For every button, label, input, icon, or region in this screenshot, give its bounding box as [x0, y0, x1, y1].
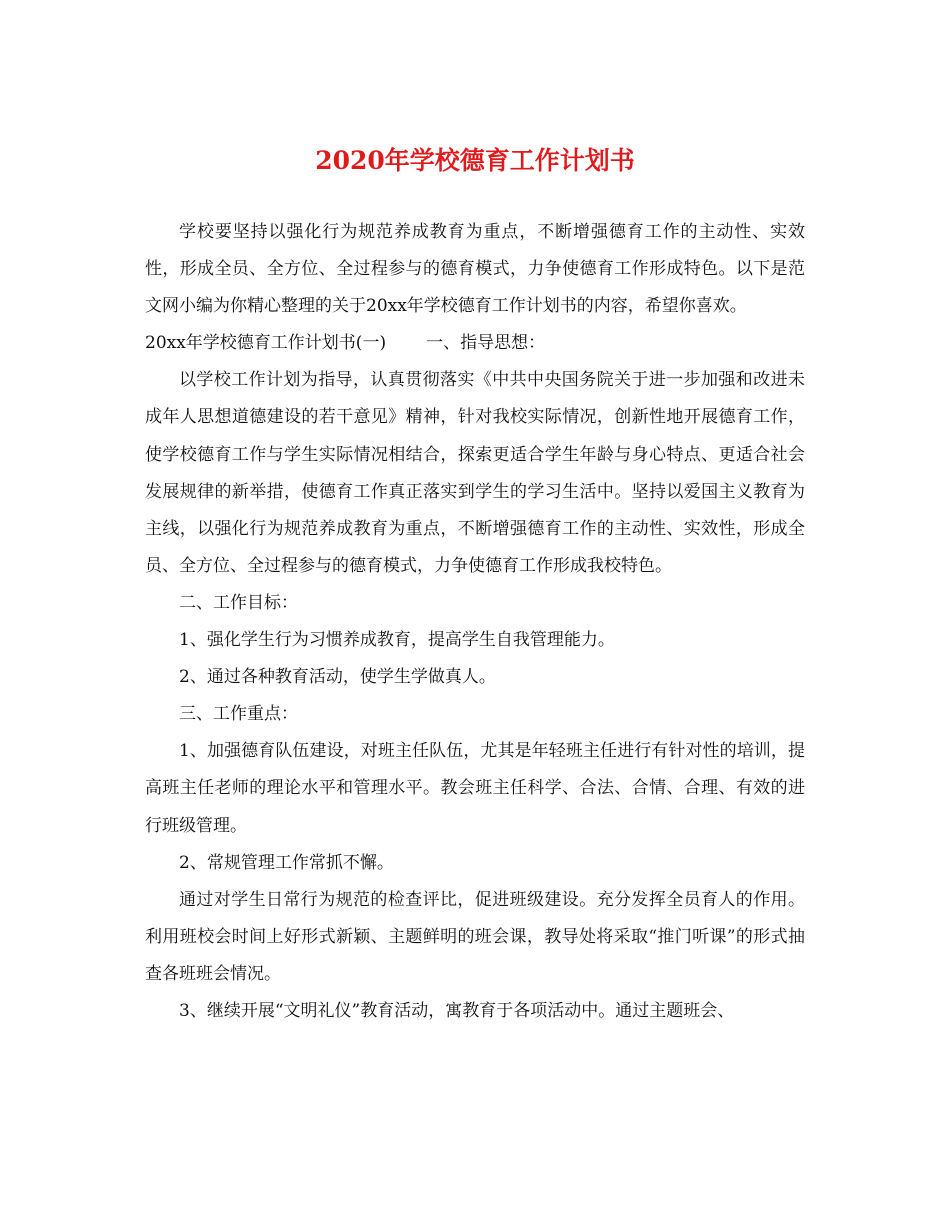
intro-paragraph: 学校要坚持以强化行为规范养成教育为重点，不断增强德育工作的主动性、实效性，形成全员、全方位、全过程参与的德育模式，力争使德育工作形成特色。以下是范文网小编为你精心整理的关于20xx年学校德育工作计划书的内容，希望你喜欢。 [145, 222, 805, 317]
goal-item-1: 1、强化学生行为习惯养成教育，提高学生自我管理能力。 [179, 630, 615, 651]
plan-heading-line [145, 325, 805, 362]
guiding-thought-paragraph: 以学校工作计划为指导，认真贯彻落实《中共中央国务院关于进一步加强和改进未成年人思想道德建设的若干意见》精神，针对我校实际情况，创新性地开展德育工作，使学校德育工作与学生实际情况相结合，探索更适合学生年龄与身心特点、更适合社会发展规律的新举措，使德育工作真正落实到学生的学习生活中。坚持以爱国主义教育为主线，以强化行为规范养成教育为重点，不断增强德育工作的主动性、实效性，形成全员、全方位、全过程参与的德育模式，力争使德育工作形成我校特色。 [145, 370, 805, 576]
section-heading-goals: 二、工作目标： [179, 592, 298, 613]
document-body [145, 214, 805, 1030]
goal-item-2: 2、通过各种教育活动，使学生学做真人。 [179, 667, 496, 688]
key-point-item-1: 1、加强德育队伍建设，对班主任队伍，尤其是年轻班主任进行有针对性的培训，提高班主任老师的理论水平和管理水平。教会班主任科学、合法、合情、合理、有效的进行班级管理。 [145, 741, 805, 836]
key-point-2-detail: 通过对学生日常行为规范的检查评比，促进班级建设。充分发挥全员育人的作用。利用班校会时间上好形式新颖、主题鲜明的班会课，教导处将采取“推门听课”的形式抽查各班班会情况。 [145, 889, 805, 984]
document-title: 2020年学校德育工作计划书 [315, 146, 635, 175]
section-heading-key-points: 三、工作重点： [179, 704, 298, 725]
key-point-item-3: 3、继续开展“文明礼仪”教育活动，寓教育于各项活动中。通过主题班会、 [179, 1000, 735, 1021]
section-heading-guiding-thought: 一、指导思想： [426, 333, 546, 354]
plan-subtitle: 20xx年学校德育工作计划书(一) [145, 333, 387, 354]
key-point-item-2: 2、常规管理工作常抓不懈。 [179, 852, 394, 873]
